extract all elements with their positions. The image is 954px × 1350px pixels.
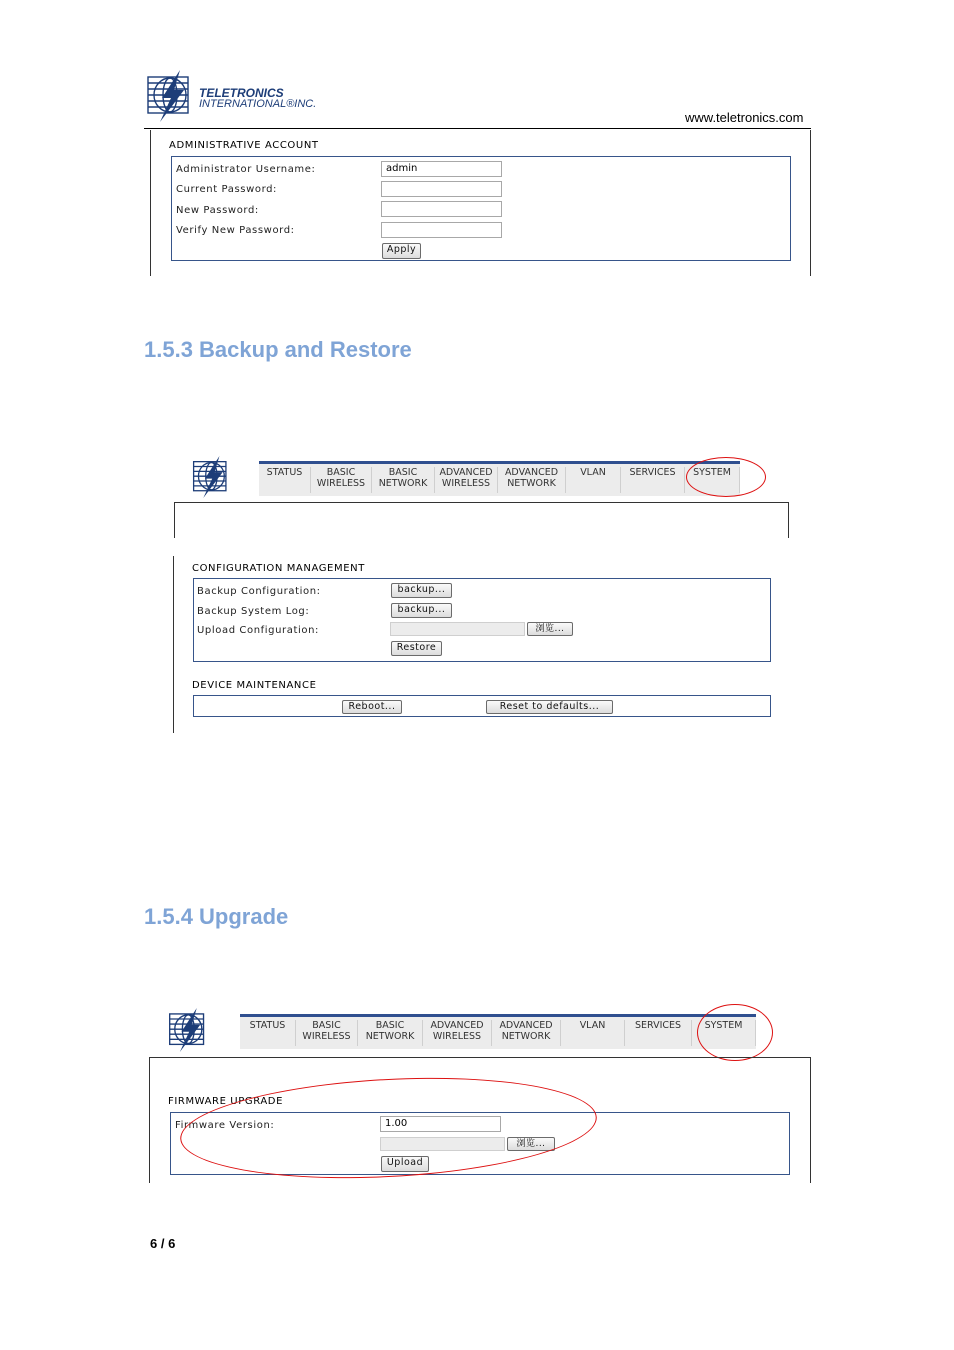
section-heading-backup: 1.5.3 Backup and Restore — [144, 337, 412, 362]
admin-account-title: ADMINISTRATIVE ACCOUNT — [169, 140, 319, 151]
page-number: 6 / 6 — [150, 1236, 176, 1251]
current-password-label: Current Password: — [176, 184, 278, 195]
nav-tab-label: WIRELESS — [302, 1031, 351, 1042]
nav-tab-basic-network[interactable] — [372, 467, 435, 493]
system-annotation-circle — [697, 1004, 773, 1061]
brand-subtitle: INTERNATIONAL®INC. — [199, 98, 317, 110]
nav-tab-label: WIRELESS — [316, 478, 366, 489]
username-input[interactable]: admin — [381, 161, 502, 177]
nav-tab-advanced-network[interactable] — [492, 1020, 561, 1046]
upload-config-file-input[interactable] — [390, 622, 525, 636]
device-maintenance-box — [193, 695, 771, 717]
nav-tab-label: WIRELESS — [432, 1031, 482, 1042]
nav-tab-label: NETWORK — [507, 478, 556, 489]
panel-left-edge — [150, 130, 151, 276]
nav-tab-label: NETWORK — [378, 478, 428, 489]
backup-log-label: Backup System Log: — [197, 606, 310, 617]
nav-tab-label: ADVANCED — [499, 1020, 553, 1031]
reboot-button[interactable]: Reboot... — [342, 700, 402, 714]
restore-button[interactable]: Restore — [391, 641, 442, 656]
section-heading-upgrade: 1.5.4 Upgrade — [144, 904, 289, 929]
browse-button[interactable]: 浏览... — [527, 622, 573, 636]
firmware-version-label: Firmware Version: — [175, 1120, 275, 1131]
new-password-input[interactable] — [381, 201, 502, 217]
firmware-version-value: 1.00 — [380, 1116, 501, 1132]
nav-tab-label: BASIC — [375, 1020, 405, 1031]
nav-tab-vlan[interactable] — [566, 467, 621, 493]
nav-tab-label: STATUS — [249, 1020, 286, 1031]
verify-password-input[interactable] — [381, 222, 502, 238]
panel-left-edge — [173, 556, 174, 733]
nav-tab-status[interactable] — [240, 1020, 296, 1046]
system-annotation-circle — [686, 457, 766, 497]
nav-tab-advanced-network[interactable] — [498, 467, 566, 493]
nav-tab-label: ADVANCED — [439, 467, 493, 478]
apply-button[interactable]: Apply — [382, 243, 421, 259]
nav-tab-basic-wireless[interactable] — [296, 1020, 358, 1046]
nav-tab-label: STATUS — [266, 467, 303, 478]
verify-password-label: Verify New Password: — [176, 225, 295, 236]
nav-bar — [240, 1014, 756, 1049]
nav-tab-advanced-wireless[interactable] — [423, 1020, 492, 1046]
nav-tab-services[interactable] — [621, 467, 685, 493]
nav-bar — [259, 461, 740, 496]
browse-button[interactable]: 浏览... — [507, 1137, 555, 1151]
backup-config-button[interactable]: backup... — [391, 583, 452, 598]
nav-tab-basic-network[interactable] — [358, 1020, 423, 1046]
username-label: Administrator Username: — [176, 164, 316, 175]
backup-config-label: Backup Configuration: — [197, 586, 321, 597]
upload-config-label: Upload Configuration: — [197, 625, 320, 636]
globe-logo-icon — [168, 1006, 212, 1054]
nav-tab-label: SYSTEM — [704, 1020, 743, 1031]
upload-button[interactable]: Upload — [381, 1156, 429, 1172]
brand-name: TELETRONICS — [199, 86, 284, 100]
nav-tab-services[interactable] — [625, 1020, 692, 1046]
nav-tab-label: BASIC — [326, 467, 356, 478]
company-logo — [146, 68, 317, 124]
nav-tab-label: SYSTEM — [693, 467, 731, 478]
reset-defaults-button[interactable]: Reset to defaults... — [486, 700, 613, 714]
device-maintenance-title: DEVICE MAINTENANCE — [192, 680, 317, 691]
nav-tab-label: NETWORK — [501, 1031, 551, 1042]
nav-tab-label: SERVICES — [629, 467, 676, 478]
nav-tab-label: NETWORK — [365, 1031, 415, 1042]
nav-tab-advanced-wireless[interactable] — [435, 467, 498, 493]
nav-tab-vlan[interactable] — [561, 1020, 625, 1046]
nav-tab-label: ADVANCED — [504, 467, 559, 478]
current-password-input[interactable] — [381, 181, 502, 197]
nav-tab-basic-wireless[interactable] — [311, 467, 372, 493]
backup-log-button[interactable]: backup... — [391, 603, 452, 618]
globe-logo-icon — [146, 68, 198, 124]
nav-tab-label: BASIC — [388, 467, 418, 478]
panel-right-edge — [810, 130, 811, 276]
new-password-label: New Password: — [176, 205, 259, 216]
website-url: www.teletronics.com — [685, 110, 804, 125]
nav-tab-label: VLAN — [579, 1020, 606, 1031]
nav-tab-status[interactable] — [259, 467, 311, 493]
nav-tab-label: SERVICES — [634, 1020, 682, 1031]
nav-tab-label: BASIC — [312, 1020, 341, 1031]
firmware-upgrade-title: FIRMWARE UPGRADE — [168, 1096, 284, 1107]
content-frame-top — [174, 502, 789, 538]
nav-tab-label: WIRELESS — [441, 478, 491, 489]
config-management-title: CONFIGURATION MANAGEMENT — [192, 563, 365, 574]
header-rule — [144, 128, 811, 129]
globe-logo-icon — [192, 454, 234, 500]
nav-tab-label: VLAN — [580, 467, 606, 478]
nav-tab-label: ADVANCED — [430, 1020, 484, 1031]
